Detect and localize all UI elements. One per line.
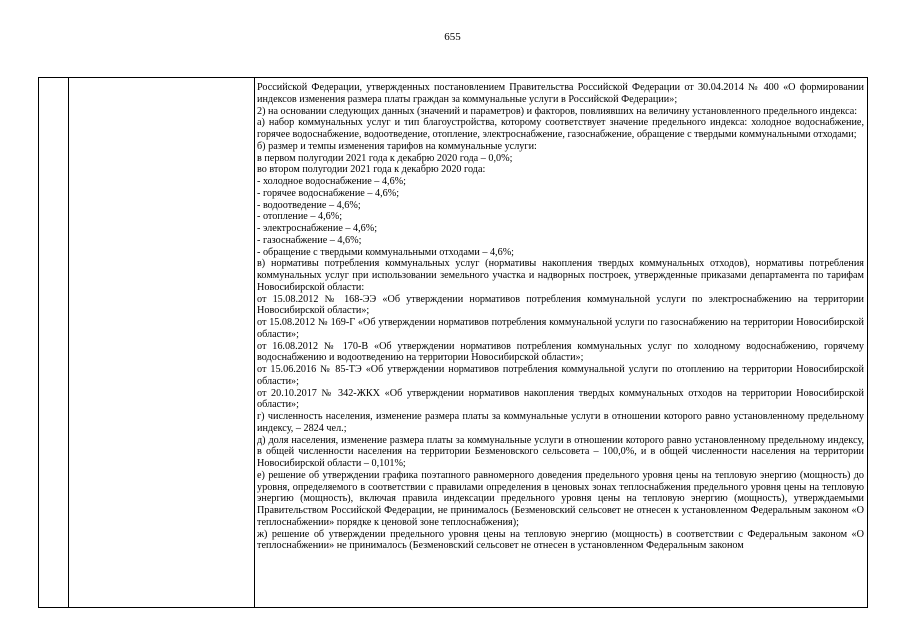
paragraph: а) набор коммунальных услуг и тип благоустройства, которому соответствует значение предельного индекса: холодное водоснабжение, горячее водоснабжение, водоотведение, отопление, электроснабжение, газоснабжение, обращение с твердыми коммунальными отходами; bbox=[257, 117, 864, 140]
table-column-2 bbox=[69, 78, 255, 607]
paragraph: в) нормативы потребления коммунальных услуг (нормативы накопления твердых коммунальных отходов), нормативы потребления коммунальных услуг при использовании земельного участка и надворных построек, утвержденные приказами департамента по тарифам Новосибирской области: bbox=[257, 258, 864, 293]
paragraph: в первом полугодии 2021 года к декабрю 2020 года – 0,0%; bbox=[257, 152, 513, 164]
paragraph: от 15.06.2016 № 85-ТЭ «Об утверждении нормативов потребления коммунальной услуги по отоплению на территории Новосибирской области»; bbox=[257, 364, 864, 387]
paragraph: - электроснабжение – 4,6%; bbox=[257, 223, 378, 234]
page-number: 655 bbox=[444, 31, 461, 43]
paragraph: д) доля населения, изменение размера платы за коммунальные услуги в отношении которого равно установленному предельному индексу, в общей численности населения на территории Безменовского сельсовета – 100,0%, и в общей численности населения на территории Новосибирской области – 0,101%; bbox=[257, 434, 864, 469]
paragraph: ж) решение об утверждении предельного уровня цены на тепловую энергию (мощность) в соответствии с Федеральным законом «О теплоснабжении» не принималось (Безменовский сельсовет не отнесен в установленном Федеральным законом bbox=[257, 528, 864, 552]
paragraph: от 16.08.2012 № 170-В «Об утверждении нормативов потребления коммунальных услуг по холодному водоснабжению, горячему водоснабжению и водоотведению на территории Новосибирской области»; bbox=[257, 340, 864, 364]
table-text-cell bbox=[257, 82, 864, 607]
paragraph: от 15.08.2012 № 169-Г «Об утверждении нормативов потребления коммунальной услуги по газоснабжению на территории Новосибирской области»; bbox=[257, 317, 864, 340]
paragraph: - водоотведение – 4,6%; bbox=[257, 199, 361, 211]
paragraph: - газоснабжение – 4,6%; bbox=[257, 234, 362, 246]
paragraph: во втором полугодии 2021 года к декабрю 2020 года: bbox=[257, 164, 486, 176]
paragraph: 2) на основании следующих данных (значений и параметров) и факторов, повлиявших на величину установленного предельного индекса: bbox=[257, 105, 858, 117]
paragraph: Российской Федерации, утвержденных постановлением Правительства Российской Федерации от 30.04.2014 № 400 «О формировании индексов изменения размера платы граждан за коммунальные услуги в Российской Федерации»; bbox=[257, 82, 864, 105]
paragraph: - горячее водоснабжение – 4,6%; bbox=[257, 187, 400, 199]
paragraph: - отопление – 4,6%; bbox=[257, 211, 343, 223]
paragraph: е) решение об утверждении графика поэтапного равномерного доведения предельного уровня цены на тепловую энергию (мощность) до уровня, определяемого в соответствии с правилами определения в ценовых зонах теплоснабжения предельного уровня цены на тепловую энергию (мощность), включая правила индексации предельного уровня цены на тепловую энергию (мощность), утверждаемыми Правительством Российской Федерации, не принималось (Безменовский сельсовет не отнесен к установленном Федеральным законом «О теплоснабжении» порядке к ценовой зоне теплоснабжения); bbox=[257, 469, 864, 528]
paragraph: б) размер и темпы изменения тарифов на коммунальные услуги: bbox=[257, 140, 537, 152]
table-column-1 bbox=[39, 78, 69, 607]
paragraph: г) численность населения, изменение размера платы за коммунальные услуги в отношении которого равно установленному предельному индексу, – 2824 чел.; bbox=[257, 411, 864, 434]
paragraph: - обращение с твердыми коммунальными отходами – 4,6%; bbox=[257, 246, 515, 258]
paragraph: от 15.08.2012 № 168-ЭЭ «Об утверждении нормативов потребления коммунальной услуги по электроснабжению на территории Новосибирской области»; bbox=[257, 293, 864, 317]
paragraph: - холодное водоснабжение – 4,6%; bbox=[257, 176, 406, 187]
paragraph: от 20.10.2017 № 342-ЖКХ «Об утверждении нормативов накопления твердых коммунальных отходов на территории Новосибирской области»; bbox=[257, 387, 864, 411]
document-table bbox=[38, 77, 868, 608]
